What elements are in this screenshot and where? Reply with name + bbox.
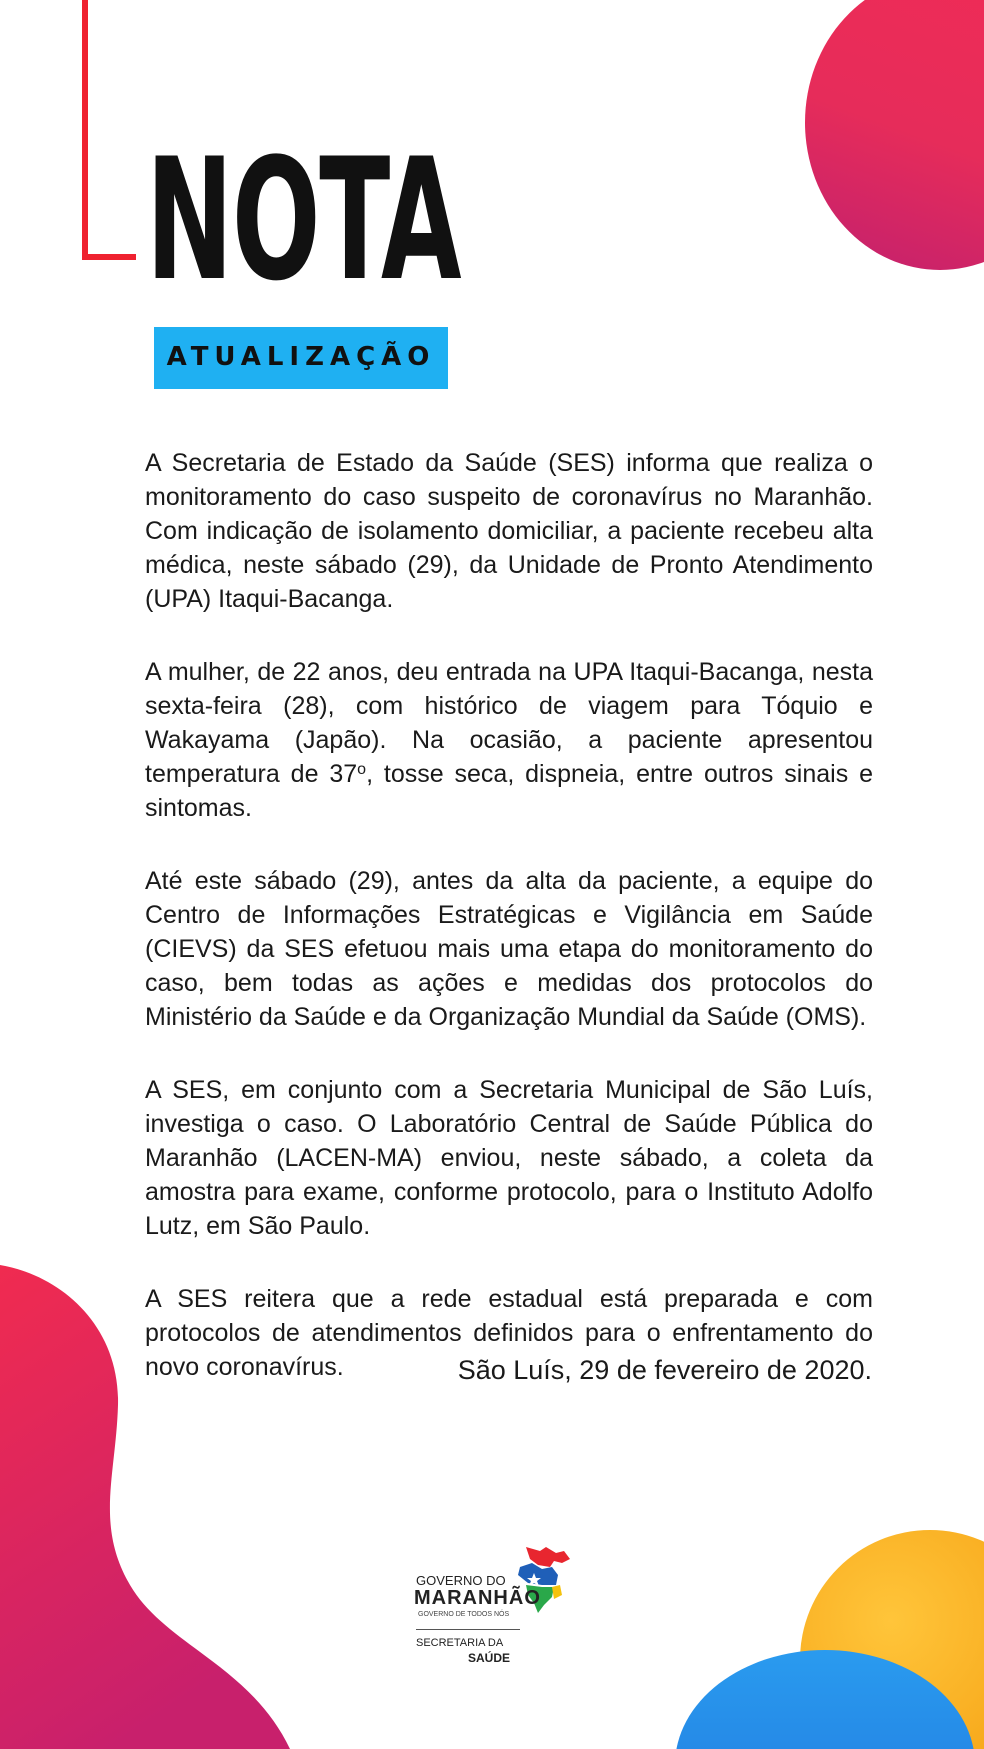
paragraph-3: Até este sábado (29), antes da alta da paciente, a equipe do Centro de Informações Estratégicas e Vigilância em Saúde (CIEVS) da SES efetuou mais uma etapa do monitoramento do caso, bem todas as ações e medidas dos protocolos do Ministério da Saúde e da Organização Mundial da Saúde (OMS).	[145, 867, 873, 1031]
paragraph-1: A Secretaria de Estado da Saúde (SES) informa que realiza o monitoramento do caso suspeito de coronavírus no Maranhão. Com indicação de isolamento domiciliar, a paciente recebeu alta médica, neste sábado (29), da Unidade de Pronto Atendimento (UPA) Itaqui-Bacanga.	[145, 449, 873, 613]
update-badge-label: ATUALIZAÇÃO	[166, 342, 436, 372]
update-badge	[154, 327, 448, 389]
logo-divider	[416, 1629, 520, 1630]
degree-symbol: o	[357, 761, 367, 778]
logo-text-saude: SAÚDE	[468, 1651, 511, 1665]
date-signature: São Luís, 29 de fevereiro de 2020.	[457, 1355, 872, 1385]
logo-slogan: GOVERNO DE TODOS NÓS	[418, 1611, 510, 1618]
paragraph-2-text: A mulher, de 22 anos, deu entrada na UPA Itaqui-Bacanga, nesta sexta-feira (28), com histórico de viagem para Tóquio e Wakayama (Japão). Na ocasião, a paciente apresentou temperatura de 37	[145, 658, 873, 788]
logo-text-maranhao: MARANHÃO	[414, 1587, 541, 1609]
title-bracket-horizontal	[82, 254, 136, 260]
title-bracket-vertical	[82, 0, 88, 260]
decorative-blob-top-right	[805, 0, 984, 270]
page-title: NOTA	[146, 122, 461, 318]
paragraph-5: A SES reitera que a rede estadual está preparada e com protocolos de atendimentos definidos para o enfrentamento do novo coronavírus.	[145, 1285, 873, 1381]
paragraph-4: A SES, em conjunto com a Secretaria Municipal de São Luís, investiga o caso. O Laboratório Central de Saúde Pública do Maranhão (LACEN-MA) enviou, neste sábado, a coleta da amostra para exame, conforme protocolo, para o Instituto Adolfo Lutz, em São Paulo.	[145, 1076, 873, 1240]
paragraph-2-tail: , tosse seca, dispneia, entre outros sinais e sintomas.	[145, 760, 873, 822]
logo-text-secretaria-da: SECRETARIA DA	[416, 1637, 504, 1649]
government-logo	[412, 1545, 572, 1685]
logo-text-governo-do: GOVERNO DO	[416, 1573, 506, 1588]
paragraph-2	[145, 655, 873, 825]
note-body	[145, 446, 873, 1423]
